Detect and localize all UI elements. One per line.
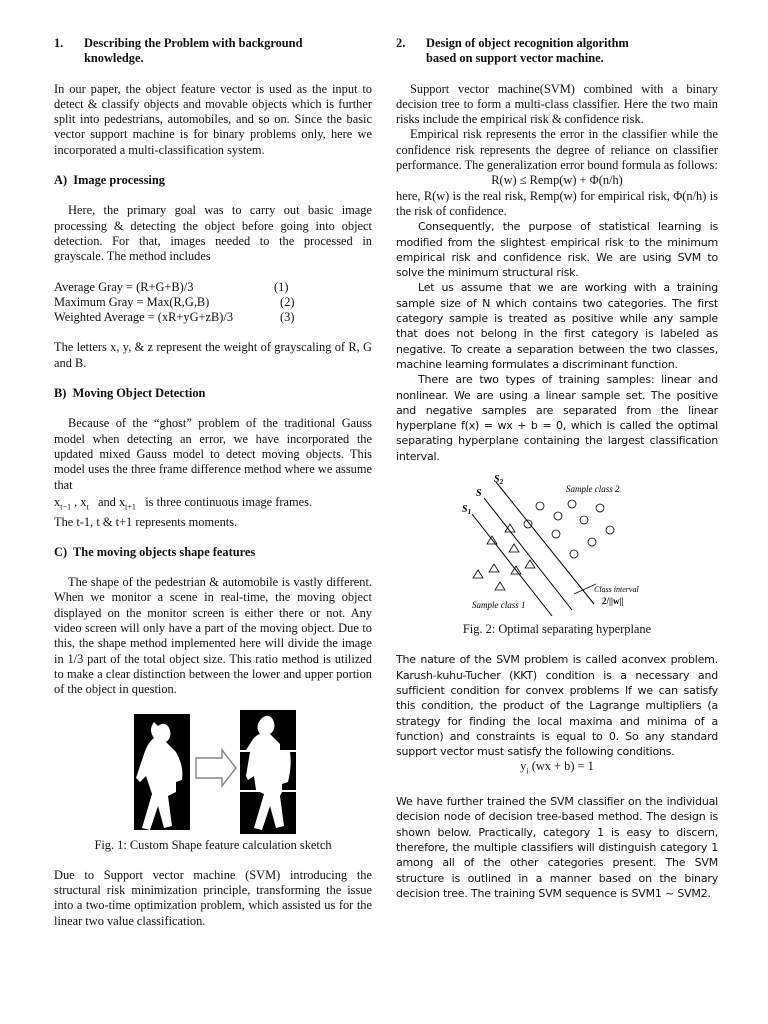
right-column [396,36,718,901]
hyperplane-diagram [396,472,718,622]
label-s2: $S_2$ [494,474,504,487]
shape-feature-sketch [54,708,372,838]
label-class-interval: Class interval [594,585,639,595]
paragraph: We have further trained the SVM classifier on the individual decision node of decision tree-based method. The design is shown below. Practically, category 1 is easy to discern, therefore, the multiple classifiers will distinguish category 1 among all of the other categories present. The SVM structure is outlined in a manner based on the binary decision tree. The training SVM sequence is SVM1 ~ SVM2. [396,795,718,900]
left-column [54,36,372,929]
arrow-right-icon [196,750,236,786]
figure-2 [396,472,718,622]
figure-1-caption: Fig. 1: Custom Shape feature calculation sketch [94,837,332,852]
class-2-point [606,526,614,534]
section-title-line1: Describing the Problem with background [84,36,303,50]
section-title-line1: Design of object recognition algorithm [426,36,629,50]
equation-3: Weighted Average = (xR+yG+zB)/3 (3) [54,310,295,325]
paragraph: The letters x, y, & z represent the weight of grayscaling of R, G and B. [54,340,372,370]
label-margin: 2/||w|| [602,596,624,607]
subsection-c-title: C) The moving objects shape features [54,544,256,559]
paragraph: Here, the primary goal was to carry out basic image processing & detecting the object before going into object detection. For that, images needed to the processed in grayscale. The method includes [54,203,372,264]
label-sample-class-2: Sample class 2 [566,484,620,495]
section-number: 2. [396,36,406,50]
paragraph: Due to Support vector machine (SVM) introducing the structural risk minimization principle, transforming the issue into a two-time optimization problem, which assisted us for the linear two value classification. [54,867,372,928]
hyperplane-s [484,498,572,610]
subsection-b-title: B) Moving Object Detection [54,386,206,401]
paragraph: The nature of the SVM problem is called aconvex problem. Karush-kuhu-Tucher (KKT) condition is a necessary and sufficient condition for convex problems If we can satisfy this condition, the product of the Lagrange multipliers (a strategy for finding the local maxima and minima of a function) and constraints is equal to 0. So any standard support vector must satisfy the following conditions. [396,653,718,759]
paragraph: Support vector machine(SVM) combined with a binary decision tree to form a multi-class classifier. Here the two main risks include the empirical risk & confidence risk. [396,81,718,127]
section-1-heading [54,36,372,67]
paragraph: The t-1, t & t+1 represents moments. [54,514,238,529]
class-2-point [588,538,596,546]
class-2-points [524,500,614,558]
class-2-point [570,550,578,558]
class-1-point [473,570,483,578]
label-s1: $S_1$ [462,504,472,517]
paragraph: Let us assume that we are working with a training sample size of N which contains two categories. The first category sample is treated as positive while any sample that does not belong in the first category is labeled as negative. To create a separation between the two classes, machine learning formulates a discriminant function. [396,281,718,371]
subsection-a-title: A) Image processing [54,173,165,188]
paragraph: In our paper, the object feature vector is used as the input to detect & classify objects and movable objects which is further split into pedestrians, automobiles, and so on. Since the basic vector support machine is for binary problems only, here we incorporated a multi-classification system. [54,81,372,157]
section-title-line2: knowledge. [84,51,144,66]
class-1-point [495,582,505,590]
frame-notation: $x_{t-1}$ , $x_t$ and $x_{t+1}$ is three continuous image frames. [54,494,313,512]
figure-2-caption: Fig. 2: Optimal separating hyperplane [462,622,652,637]
paragraph: here, R(w) is the real risk, Remp(w) for empirical risk, Φ(n/h) is the risk of confidence. [396,188,718,218]
class-2-point [596,504,604,512]
section-number: 1. [54,36,64,50]
class-2-point [554,512,562,520]
class-1-points [473,524,535,590]
class-1-point [489,564,499,572]
label-s: S [476,488,482,500]
equation-2: Maximum Gray = Max(R,G,B) (2) [54,294,295,309]
risk-formula: R(w) ≤ Remp(w) + Φ(n/h) [491,173,623,188]
figure-1 [54,708,372,838]
class-2-point [552,530,560,538]
class-2-point [536,502,544,510]
class-2-point [568,500,576,508]
section-title-line2: based on support vector machine. [426,51,604,66]
section-2-heading [396,36,718,67]
equation-list [54,280,372,326]
label-sample-class-1: Sample class 1 [472,600,526,611]
margin-line-s2 [496,482,594,604]
paragraph: The shape of the pedestrian & automobile is vastly different. When we monitor a scene in real-time, the moving object displayed on the monitor screen is either there or not. Any video screen will only have a part of the moving object. Due to this, the shape method implemented here will divide the image in 1/3 part of the total object size. This ratio method is utilized to make a clear distinction between the lower and upper portion of the object in question. [54,575,372,697]
paragraph: Consequently, the purpose of statistical learning is modified from the slightest empirical risk to the minimum empirical risk and confidence risk. We are using SVM to solve the minimum structural risk. [396,220,718,280]
kkt-condition: $y_i$ (wx + b) = 1 [520,759,594,776]
paragraph: There are two types of training samples: linear and nonlinear. We are using a linear sample set. The positive and negative samples are separated from the linear hyperplane f(x) = wx + b = 0, which is called the optimal separating hyperplane containing the largest classification interval. [396,373,718,463]
class-1-point [509,544,519,552]
class-2-point [580,516,588,524]
equation-1: Average Gray = (R+G+B)/3 (1) [54,279,289,294]
paragraph: Empirical risk represents the error in the classifier while the confidence risk represents the degree of reliance on classifier performance. The generalization error bound formula as follows: [396,127,718,173]
paragraph: Because of the “ghost” problem of the traditional Gauss model when detecting an error, we have incorporated the updated mixed Gauss model to detect moving objects. This model uses the three frame difference method where we assume that [54,416,372,492]
